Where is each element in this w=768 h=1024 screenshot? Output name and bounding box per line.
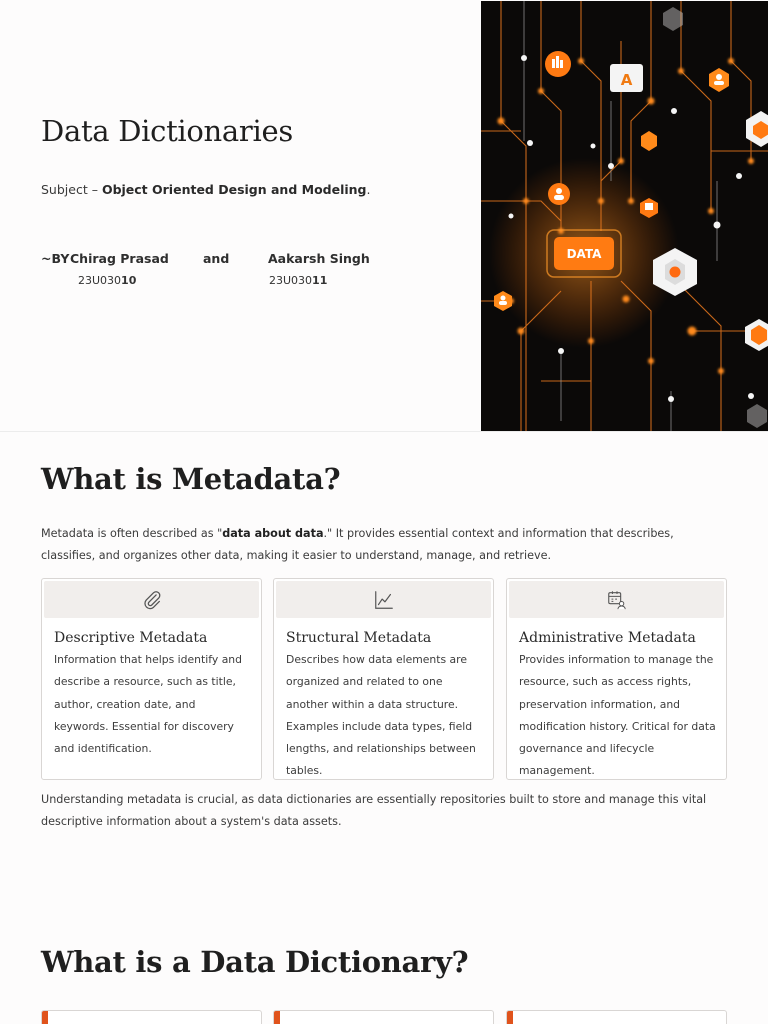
data-dictionary-heading: What is a Data Dictionary? xyxy=(41,945,469,979)
card-title: Descriptive Metadata xyxy=(54,630,208,646)
by-label: ~BY xyxy=(41,251,70,266)
subject-prefix: Subject – xyxy=(41,182,102,197)
subject-name: Object Oriented Design and Modeling xyxy=(101,182,367,197)
subject-suffix: . xyxy=(366,182,371,197)
circuit-illustration xyxy=(481,1,768,432)
card-header xyxy=(44,581,259,618)
hero-data-label: DATA xyxy=(566,247,602,261)
author-2-name: Aakarsh Singh xyxy=(268,251,370,266)
descriptive-metadata-card xyxy=(41,578,262,780)
presentation-title: Data Dictionaries xyxy=(41,114,293,148)
metadata-intro: Metadata is often described as "data about data." It provides essential context and information that describes, classifies, and organizes other data, making it easier to understand, manage, and retrieve. xyxy=(41,527,674,562)
metadata-heading: What is Metadata? xyxy=(41,462,341,496)
dictionary-card-2 xyxy=(273,1010,494,1024)
metadata-outro: Understanding metadata is crucial, as data dictionaries are essentially repositories built to store and manage this vital descriptive information about a system's data assets. xyxy=(41,793,707,828)
line-chart-icon xyxy=(373,589,395,611)
card-text: Information that helps identify and describe a resource, such as title, author, creation date, and keywords. Essential for discovery and identification. xyxy=(54,653,243,756)
subject-line xyxy=(41,182,370,197)
card-text: Provides information to manage the resource, such as access rights, preservation information, and modification history. Critical for data governance and lifecycle management. xyxy=(519,653,716,778)
dictionary-card-3 xyxy=(506,1010,727,1024)
title-slide xyxy=(0,0,768,432)
authors-block xyxy=(41,251,401,291)
author-1-name: Chirag Prasad xyxy=(70,251,169,266)
card-title: Structural Metadata xyxy=(286,630,432,646)
administrative-metadata-card xyxy=(506,578,727,780)
hero-letter-badge: A xyxy=(620,71,633,89)
structural-metadata-card xyxy=(273,578,494,780)
dictionary-card-1 xyxy=(41,1010,262,1024)
author-1-roll: 23U03010 xyxy=(78,274,137,287)
card-header xyxy=(509,581,724,618)
paperclip-icon xyxy=(141,589,163,611)
hero-circuit-image xyxy=(481,1,768,432)
calendar-user-icon xyxy=(606,589,628,611)
and-label: and xyxy=(203,251,230,266)
author-2-roll: 23U03011 xyxy=(269,274,328,287)
card-text: Describes how data elements are organized and related to one another within a data structure. Examples include data types, field lengths, and relationships between tables. xyxy=(286,653,476,778)
card-title: Administrative Metadata xyxy=(519,630,696,646)
card-header xyxy=(276,581,491,618)
